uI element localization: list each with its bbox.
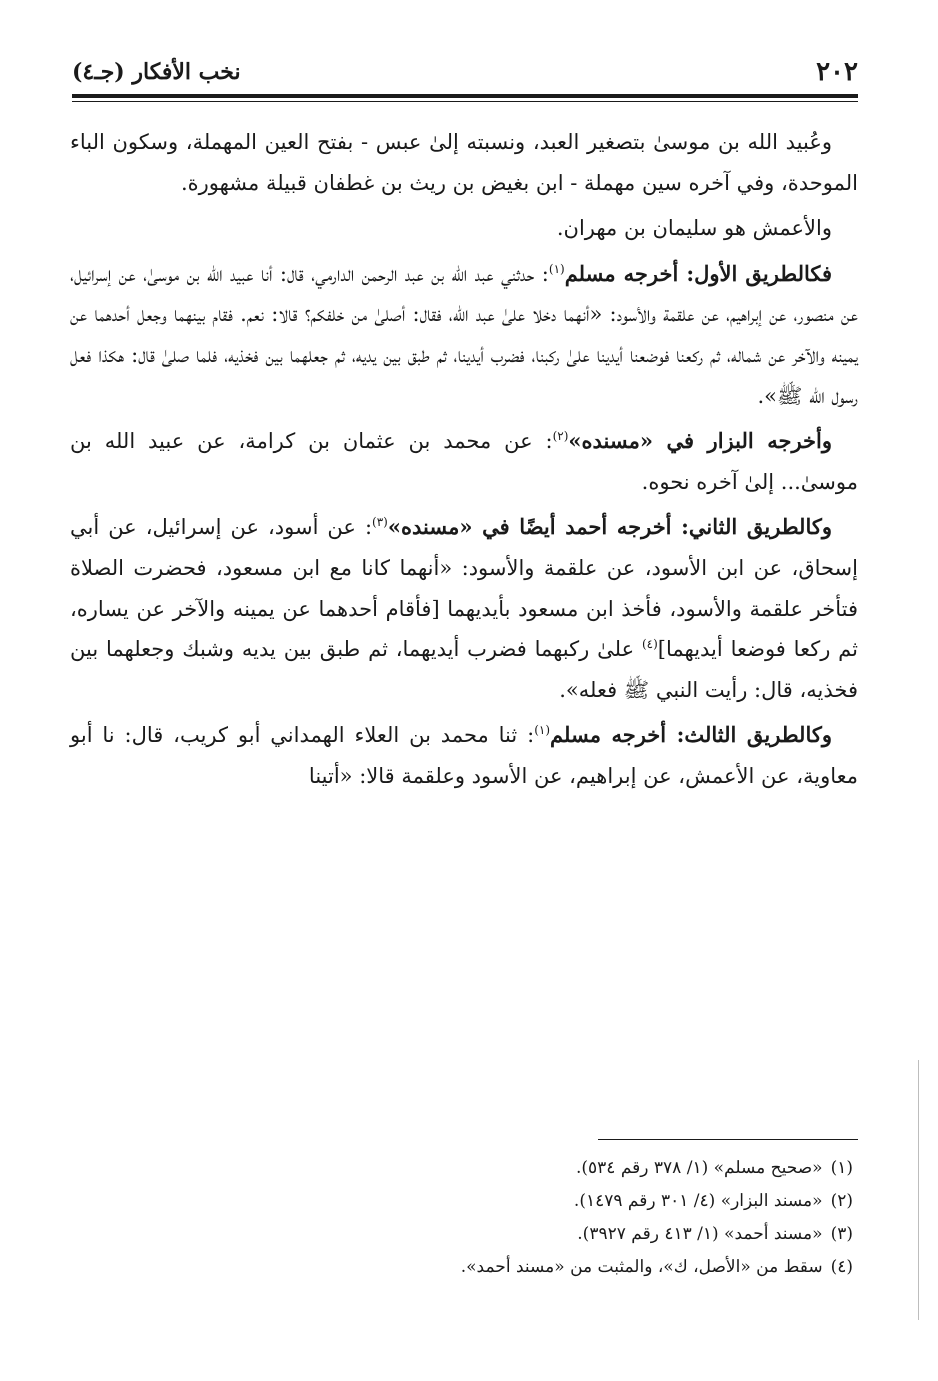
running-head: [72, 52, 858, 92]
paragraph-text: وعُبيد الله بن موسىٰ بتصغير العبد، ونسبته إلىٰ عبس - بفتح العين المهملة، وسكون الباء الموحدة، وفي آخره سين مهملة - ابن بغيض بن ريث بن غطفان قبيلة مشهورة.: [70, 130, 858, 195]
footnote-ref[interactable]: (٤): [641, 637, 658, 652]
main-text: [70, 122, 858, 802]
paragraph-lead: وكالطريق الثاني: أخرجه أحمد أيضًا في «مسنده»: [387, 514, 832, 540]
footnote-number: (٢): [830, 1191, 853, 1211]
footnote-ref[interactable]: (٣): [372, 515, 388, 530]
paragraph-ubaidullah: [70, 122, 858, 203]
page-number: ٢٠٢: [816, 57, 858, 87]
paragraph-text: : عن أسود، عن إسرائيل، عن أبي إسحاق، عن ابن الأسود، عن علقمة والأسود: «أنهما كانا مع ابن مسعود، فحضرت الصلاة فتأخر علقمة والأسود، فأخذ ابن مسعود بأيديهما [فأقام أحدهما عن يمينه والآخر عن يساره، ثم ركعا فوضعا أيديهما]: [70, 515, 858, 662]
footnote-1: [80, 1152, 853, 1185]
paragraph-text-continued: علىٰ ركبهما فضرب أيديهما، ثم طبق بين يديه وشبك وجعلهما بين فخذيه، قال: رأيت النبي ﷺ فعله».: [70, 637, 858, 702]
paragraph-text: : عن محمد بن عثمان بن كرامة، عن عبيد الله بن موسىٰ... إلىٰ آخره نحوه.: [70, 429, 858, 494]
footnote-number: (١): [830, 1158, 853, 1178]
paragraph-first-route: [70, 254, 858, 416]
paragraph-text: والأعمش هو سليمان بن مهران.: [556, 216, 832, 241]
book-title: نخب الأفكار (جـ٤): [72, 59, 241, 85]
paragraph-amash: [70, 208, 858, 249]
footnote-ref[interactable]: (١): [534, 723, 551, 738]
footnote-4: [80, 1251, 853, 1284]
header-rule-thick: [72, 94, 858, 98]
page-edge-mark: [918, 1060, 919, 1320]
footnote-text: «مسند البزار» (٤/ ٣٠١ رقم ١٤٧٩).: [573, 1191, 823, 1211]
footnotes: [80, 1152, 853, 1284]
paragraph-third-route: [70, 715, 858, 796]
footnote-number: (٣): [830, 1224, 853, 1244]
footnote-3: [80, 1218, 853, 1251]
paragraph-text: : ثنا محمد بن العلاء الهمداني أبو كريب، قال: نا أبو معاوية، عن الأعمش، عن إبراهيم، عن الأسود وعلقمة قالا: «أتينا: [70, 723, 858, 788]
footnote-2: [80, 1185, 853, 1218]
footnote-ref[interactable]: (١): [548, 261, 565, 276]
footnote-text: سقط من «الأصل، ك»، والمثبت من «مسند أحمد».: [460, 1257, 823, 1277]
footnote-text: «صحيح مسلم» (١/ ٣٧٨ رقم ٥٣٤).: [576, 1158, 823, 1178]
header-rule-thin: [72, 101, 858, 102]
paragraph-lead: فكالطريق الأول: أخرجه مسلم: [564, 260, 832, 286]
footnote-text: «مسند أحمد» (١/ ٤١٣ رقم ٣٩٢٧).: [577, 1224, 823, 1244]
paragraph-lead: وأخرجه البزار في «مسنده»: [568, 428, 832, 454]
paragraph-second-route: [70, 507, 858, 710]
paragraph-text: : حدثني عبد الله بن عبد الرحمن الدارمي، قال: أنا عبيد الله بن موسىٰ، عن إسرائيل، عن منصور، عن إبراهيم، عن علقمة والأسود: «أنهما دخلا علىٰ عبد الله، فقال: أصلىٰ من خلفكم؟ قالا: نعم. فقام بينهما وجعل أحدهما عن يمينه والآخر عن شماله، ثم ركعنا فوضعنا أيدينا علىٰ ركبنا، فضرب أيدينا، ثم طبق بين يديه، ثم جعلهما بين فخذيه، فلما صلىٰ قال: هكذا فعل رسول الله ﷺ».: [70, 261, 858, 408]
footnote-separator: [598, 1139, 858, 1140]
paragraph-bazzar: [70, 421, 858, 502]
footnote-ref[interactable]: (٢): [552, 429, 569, 444]
paragraph-lead: وكالطريق الثالث: أخرجه مسلم: [550, 722, 832, 748]
footnote-number: (٤): [830, 1257, 853, 1277]
